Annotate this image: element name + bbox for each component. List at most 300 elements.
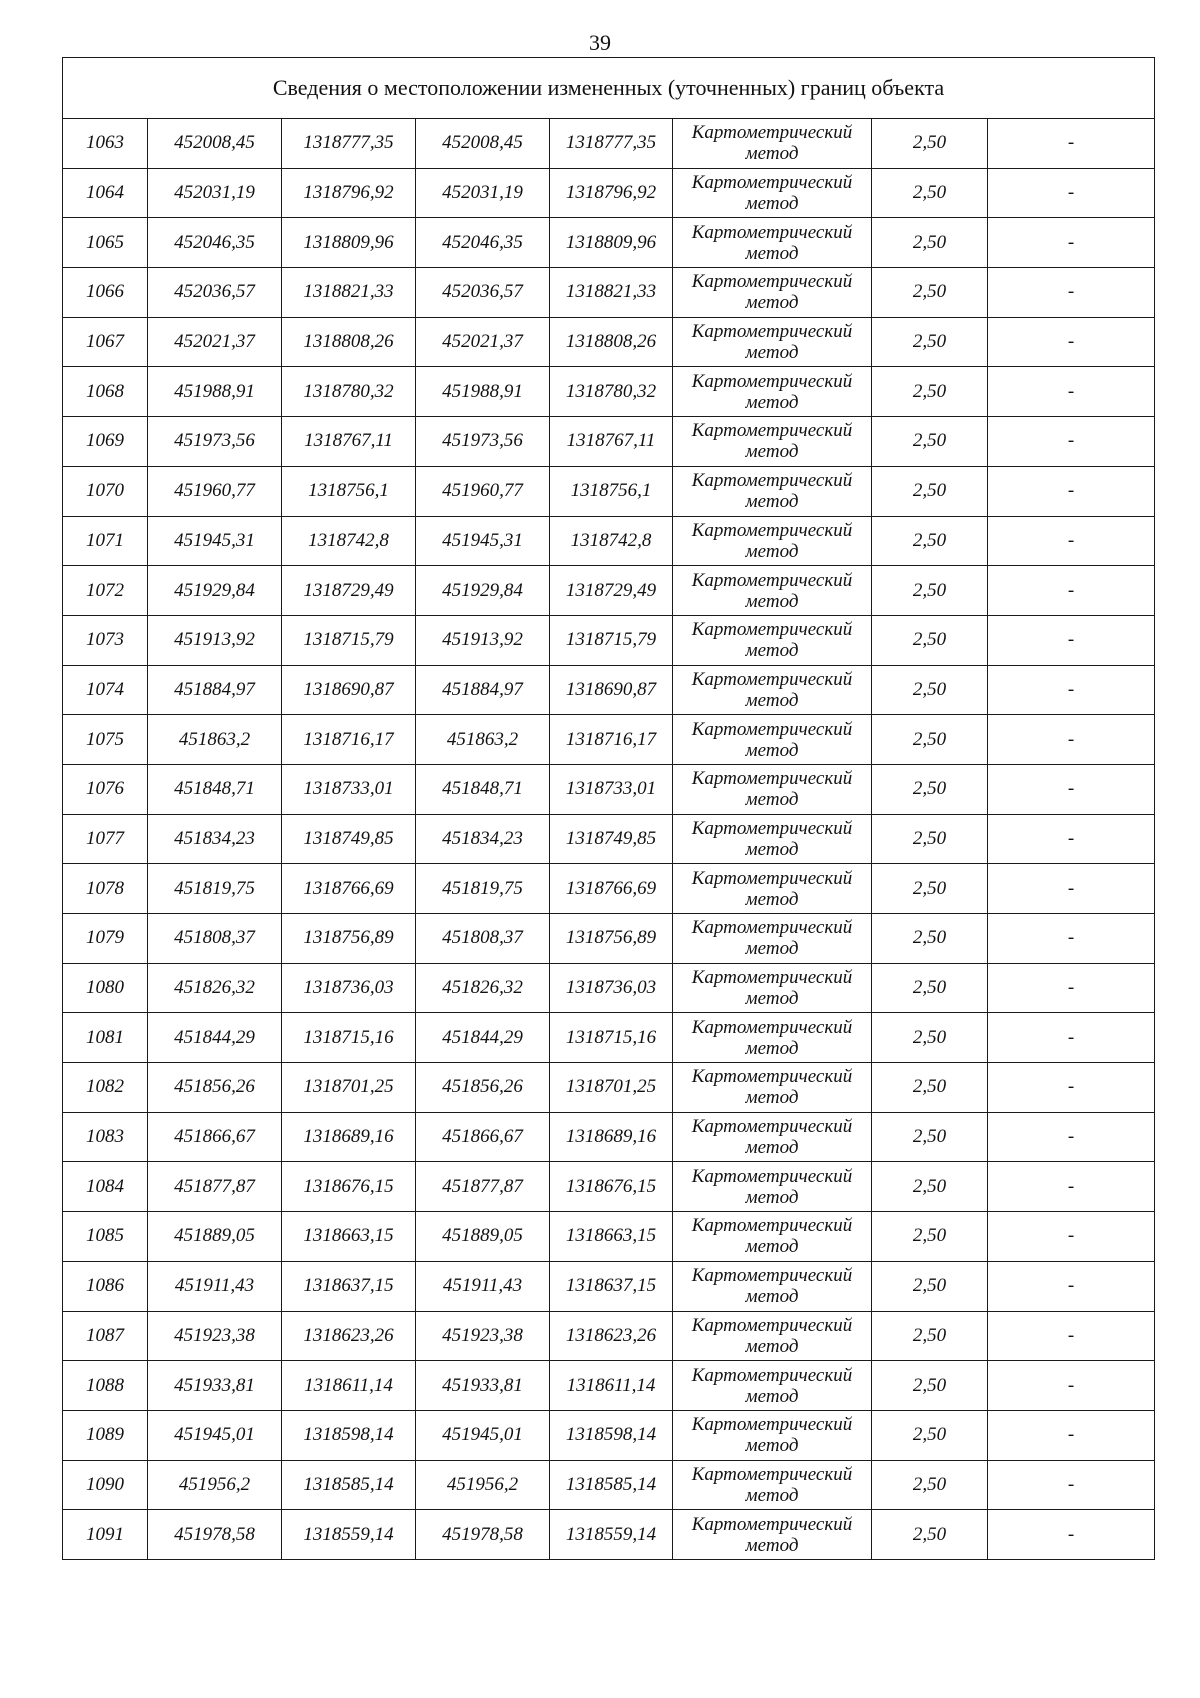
refined-y-cell: 1318729,49 [550,566,673,616]
table-row [63,317,1155,367]
table-row [63,914,1155,964]
refined-y-cell: 1318611,14 [550,1361,673,1411]
method-line-1: Картометрический [691,768,853,790]
existing-y-cell: 1318749,85 [282,814,416,864]
refined-y-cell: 1318689,16 [550,1112,673,1162]
existing-x-cell: 451973,56 [148,417,282,467]
accuracy-cell: 2,50 [872,466,988,516]
refined-x-cell: 451834,23 [416,814,550,864]
method-line-1: Картометрический [691,470,853,492]
note-cell: - [988,417,1155,467]
existing-y-cell: 1318756,89 [282,914,416,964]
existing-x-cell: 451844,29 [148,1013,282,1063]
existing-x-cell: 451960,77 [148,466,282,516]
point-number-cell: 1089 [63,1410,148,1460]
existing-y-cell: 1318663,15 [282,1212,416,1262]
accuracy-cell: 2,50 [872,1361,988,1411]
refined-x-cell: 451877,87 [416,1162,550,1212]
existing-x-cell: 452008,45 [148,119,282,169]
method-line-1: Картометрический [691,867,853,889]
table-row [63,367,1155,417]
refined-y-cell: 1318623,26 [550,1311,673,1361]
method-line-2: метод [745,242,799,264]
existing-y-cell: 1318559,14 [282,1510,416,1560]
method-line-1: Картометрический [691,1265,853,1287]
point-number-cell: 1079 [63,914,148,964]
existing-x-cell: 452021,37 [148,317,282,367]
method-line-2: метод [745,342,799,364]
note-cell: - [988,367,1155,417]
note-cell: - [988,566,1155,616]
method-cell [673,1212,872,1262]
existing-y-cell: 1318715,79 [282,615,416,665]
note-cell: - [988,1460,1155,1510]
existing-y-cell: 1318821,33 [282,268,416,318]
method-line-2: метод [745,789,799,811]
method-line-2: метод [745,1335,799,1357]
existing-y-cell: 1318780,32 [282,367,416,417]
refined-y-cell: 1318715,16 [550,1013,673,1063]
point-number-cell: 1090 [63,1460,148,1510]
existing-x-cell: 451911,43 [148,1261,282,1311]
method-cell [673,665,872,715]
method-line-2: метод [745,938,799,960]
refined-x-cell: 451884,97 [416,665,550,715]
accuracy-cell: 2,50 [872,1162,988,1212]
method-line-2: метод [745,391,799,413]
refined-y-cell: 1318559,14 [550,1510,673,1560]
accuracy-cell: 2,50 [872,1510,988,1560]
refined-x-cell: 452036,57 [416,268,550,318]
refined-y-cell: 1318756,89 [550,914,673,964]
refined-x-cell: 452046,35 [416,218,550,268]
table-row [63,516,1155,566]
method-cell [673,168,872,218]
point-number-cell: 1084 [63,1162,148,1212]
method-cell [673,566,872,616]
note-cell: - [988,615,1155,665]
refined-x-cell: 451913,92 [416,615,550,665]
table-row [63,814,1155,864]
refined-x-cell: 451978,58 [416,1510,550,1560]
refined-x-cell: 451933,81 [416,1361,550,1411]
refined-y-cell: 1318809,96 [550,218,673,268]
accuracy-cell: 2,50 [872,1013,988,1063]
accuracy-cell: 2,50 [872,218,988,268]
refined-y-cell: 1318637,15 [550,1261,673,1311]
refined-y-cell: 1318777,35 [550,119,673,169]
table-row [63,764,1155,814]
point-number-cell: 1074 [63,665,148,715]
existing-x-cell: 451956,2 [148,1460,282,1510]
existing-x-cell: 451945,01 [148,1410,282,1460]
method-line-1: Картометрический [691,271,853,293]
method-cell [673,417,872,467]
accuracy-cell: 2,50 [872,864,988,914]
refined-x-cell: 451945,01 [416,1410,550,1460]
existing-y-cell: 1318809,96 [282,218,416,268]
accuracy-cell: 2,50 [872,1311,988,1361]
table-row [63,168,1155,218]
method-line-2: метод [745,590,799,612]
method-cell [673,1361,872,1411]
existing-y-cell: 1318767,11 [282,417,416,467]
existing-x-cell: 451945,31 [148,516,282,566]
refined-x-cell: 451956,2 [416,1460,550,1510]
method-line-1: Картометрический [691,1414,853,1436]
accuracy-cell: 2,50 [872,317,988,367]
note-cell: - [988,715,1155,765]
existing-x-cell: 451884,97 [148,665,282,715]
note-cell: - [988,1063,1155,1113]
refined-y-cell: 1318796,92 [550,168,673,218]
refined-x-cell: 452031,19 [416,168,550,218]
method-line-2: метод [745,1037,799,1059]
method-line-1: Картометрический [691,1463,853,1485]
method-line-2: метод [745,1087,799,1109]
refined-x-cell: 451844,29 [416,1013,550,1063]
method-cell [673,1013,872,1063]
method-line-2: метод [745,491,799,513]
note-cell: - [988,168,1155,218]
existing-x-cell: 451923,38 [148,1311,282,1361]
existing-x-cell: 451978,58 [148,1510,282,1560]
accuracy-cell: 2,50 [872,665,988,715]
method-line-1: Картометрический [691,221,853,243]
existing-x-cell: 451877,87 [148,1162,282,1212]
method-line-2: метод [745,689,799,711]
existing-y-cell: 1318715,16 [282,1013,416,1063]
note-cell: - [988,963,1155,1013]
note-cell: - [988,864,1155,914]
refined-y-cell: 1318756,1 [550,466,673,516]
table-row [63,1361,1155,1411]
note-cell: - [988,317,1155,367]
method-line-1: Картометрический [691,1314,853,1336]
method-cell [673,1261,872,1311]
existing-x-cell: 451856,26 [148,1063,282,1113]
method-line-1: Картометрический [691,619,853,641]
table-row [63,963,1155,1013]
method-line-2: метод [745,1236,799,1258]
existing-y-cell: 1318796,92 [282,168,416,218]
method-cell [673,119,872,169]
method-cell [673,268,872,318]
method-line-2: метод [745,1286,799,1308]
point-number-cell: 1063 [63,119,148,169]
existing-y-cell: 1318676,15 [282,1162,416,1212]
refined-y-cell: 1318585,14 [550,1460,673,1510]
existing-y-cell: 1318598,14 [282,1410,416,1460]
refined-x-cell: 451808,37 [416,914,550,964]
note-cell: - [988,814,1155,864]
method-line-1: Картометрический [691,668,853,690]
note-cell: - [988,665,1155,715]
accuracy-cell: 2,50 [872,615,988,665]
point-number-cell: 1077 [63,814,148,864]
method-line-2: метод [745,1137,799,1159]
method-cell [673,1460,872,1510]
refined-y-cell: 1318715,79 [550,615,673,665]
note-cell: - [988,218,1155,268]
refined-y-cell: 1318766,69 [550,864,673,914]
point-number-cell: 1069 [63,417,148,467]
table-row [63,566,1155,616]
page-number: 39 [589,30,611,55]
refined-y-cell: 1318742,8 [550,516,673,566]
method-line-1: Картометрический [691,370,853,392]
existing-x-cell: 452031,19 [148,168,282,218]
table-row [63,119,1155,169]
note-cell: - [988,119,1155,169]
point-number-cell: 1072 [63,566,148,616]
method-line-1: Картометрический [691,1215,853,1237]
existing-y-cell: 1318637,15 [282,1261,416,1311]
refined-x-cell: 451929,84 [416,566,550,616]
accuracy-cell: 2,50 [872,814,988,864]
point-number-cell: 1070 [63,466,148,516]
table-row [63,466,1155,516]
accuracy-cell: 2,50 [872,914,988,964]
existing-y-cell: 1318690,87 [282,665,416,715]
accuracy-cell: 2,50 [872,1410,988,1460]
refined-x-cell: 451923,38 [416,1311,550,1361]
method-cell [673,864,872,914]
method-cell [673,1311,872,1361]
refined-x-cell: 451856,26 [416,1063,550,1113]
existing-x-cell: 451988,91 [148,367,282,417]
method-line-1: Картометрический [691,1364,853,1386]
table-row [63,864,1155,914]
point-number-cell: 1076 [63,764,148,814]
method-line-2: метод [745,640,799,662]
method-line-2: метод [745,1385,799,1407]
table-row [63,1112,1155,1162]
method-line-1: Картометрический [691,569,853,591]
existing-x-cell: 451913,92 [148,615,282,665]
existing-y-cell: 1318585,14 [282,1460,416,1510]
table-row [63,1510,1155,1560]
table-row [63,1410,1155,1460]
refined-y-cell: 1318690,87 [550,665,673,715]
method-line-1: Картометрический [691,1016,853,1038]
point-number-cell: 1066 [63,268,148,318]
refined-y-cell: 1318663,15 [550,1212,673,1262]
method-line-2: метод [745,838,799,860]
existing-x-cell: 451834,23 [148,814,282,864]
refined-x-cell: 451826,32 [416,963,550,1013]
note-cell: - [988,1311,1155,1361]
refined-x-cell: 451960,77 [416,466,550,516]
refined-y-cell: 1318701,25 [550,1063,673,1113]
accuracy-cell: 2,50 [872,764,988,814]
point-number-cell: 1068 [63,367,148,417]
existing-y-cell: 1318716,17 [282,715,416,765]
existing-x-cell: 451929,84 [148,566,282,616]
point-number-cell: 1091 [63,1510,148,1560]
method-line-2: метод [745,143,799,165]
refined-x-cell: 451911,43 [416,1261,550,1311]
method-cell [673,1112,872,1162]
note-cell: - [988,516,1155,566]
table-body [63,58,1155,1560]
refined-y-cell: 1318736,03 [550,963,673,1013]
point-number-cell: 1085 [63,1212,148,1262]
accuracy-cell: 2,50 [872,1460,988,1510]
table-row [63,1261,1155,1311]
point-number-cell: 1086 [63,1261,148,1311]
boundary-coordinates-table [62,57,1155,1560]
table-row [63,1311,1155,1361]
refined-x-cell: 451863,2 [416,715,550,765]
existing-x-cell: 451863,2 [148,715,282,765]
note-cell: - [988,1410,1155,1460]
table-row [63,218,1155,268]
accuracy-cell: 2,50 [872,715,988,765]
table-row [63,1162,1155,1212]
point-number-cell: 1067 [63,317,148,367]
refined-y-cell: 1318780,32 [550,367,673,417]
existing-x-cell: 451933,81 [148,1361,282,1411]
accuracy-cell: 2,50 [872,367,988,417]
note-cell: - [988,1510,1155,1560]
refined-x-cell: 451889,05 [416,1212,550,1262]
refined-y-cell: 1318821,33 [550,268,673,318]
method-line-2: метод [745,739,799,761]
refined-y-cell: 1318749,85 [550,814,673,864]
method-cell [673,1410,872,1460]
note-cell: - [988,1112,1155,1162]
method-cell [673,466,872,516]
refined-x-cell: 451866,67 [416,1112,550,1162]
method-line-1: Картометрический [691,1513,853,1535]
accuracy-cell: 2,50 [872,1261,988,1311]
point-number-cell: 1065 [63,218,148,268]
method-line-2: метод [745,988,799,1010]
existing-x-cell: 452036,57 [148,268,282,318]
existing-y-cell: 1318611,14 [282,1361,416,1411]
table-title-row [63,58,1155,119]
refined-x-cell: 451848,71 [416,764,550,814]
table-row [63,715,1155,765]
table-row [63,268,1155,318]
method-cell [673,914,872,964]
existing-x-cell: 451889,05 [148,1212,282,1262]
method-line-2: метод [745,441,799,463]
refined-x-cell: 451988,91 [416,367,550,417]
point-number-cell: 1064 [63,168,148,218]
accuracy-cell: 2,50 [872,963,988,1013]
refined-y-cell: 1318716,17 [550,715,673,765]
method-line-2: метод [745,1186,799,1208]
refined-y-cell: 1318767,11 [550,417,673,467]
refined-x-cell: 451973,56 [416,417,550,467]
method-line-2: метод [745,540,799,562]
method-cell [673,764,872,814]
existing-y-cell: 1318808,26 [282,317,416,367]
accuracy-cell: 2,50 [872,1212,988,1262]
method-line-1: Картометрический [691,1165,853,1187]
existing-y-cell: 1318777,35 [282,119,416,169]
existing-y-cell: 1318756,1 [282,466,416,516]
method-line-1: Картометрический [691,817,853,839]
accuracy-cell: 2,50 [872,268,988,318]
method-line-2: метод [745,1435,799,1457]
existing-x-cell: 451819,75 [148,864,282,914]
note-cell: - [988,764,1155,814]
method-line-2: метод [745,292,799,314]
method-line-1: Картометрический [691,1066,853,1088]
point-number-cell: 1087 [63,1311,148,1361]
method-line-1: Картометрический [691,321,853,343]
point-number-cell: 1071 [63,516,148,566]
note-cell: - [988,914,1155,964]
method-cell [673,1063,872,1113]
point-number-cell: 1075 [63,715,148,765]
table-title: Сведения о местоположении измененных (уточненных) границ объекта [63,58,1155,119]
accuracy-cell: 2,50 [872,168,988,218]
table-row [63,615,1155,665]
method-line-2: метод [745,193,799,215]
existing-y-cell: 1318766,69 [282,864,416,914]
accuracy-cell: 2,50 [872,566,988,616]
table-row [63,1460,1155,1510]
existing-y-cell: 1318733,01 [282,764,416,814]
existing-y-cell: 1318701,25 [282,1063,416,1113]
method-line-1: Картометрический [691,967,853,989]
method-cell [673,615,872,665]
method-line-1: Картометрический [691,122,853,144]
existing-x-cell: 452046,35 [148,218,282,268]
method-cell [673,516,872,566]
point-number-cell: 1080 [63,963,148,1013]
method-cell [673,1510,872,1560]
existing-y-cell: 1318689,16 [282,1112,416,1162]
existing-x-cell: 451826,32 [148,963,282,1013]
accuracy-cell: 2,50 [872,1063,988,1113]
existing-x-cell: 451848,71 [148,764,282,814]
note-cell: - [988,268,1155,318]
method-line-2: метод [745,1484,799,1506]
method-line-2: метод [745,888,799,910]
refined-x-cell: 452021,37 [416,317,550,367]
refined-y-cell: 1318676,15 [550,1162,673,1212]
method-cell [673,317,872,367]
refined-y-cell: 1318733,01 [550,764,673,814]
refined-y-cell: 1318598,14 [550,1410,673,1460]
note-cell: - [988,1162,1155,1212]
method-line-1: Картометрический [691,1116,853,1138]
refined-x-cell: 451819,75 [416,864,550,914]
accuracy-cell: 2,50 [872,516,988,566]
method-cell [673,218,872,268]
method-line-1: Картометрический [691,519,853,541]
existing-x-cell: 451866,67 [148,1112,282,1162]
method-cell [673,963,872,1013]
table-row [63,665,1155,715]
table-row [63,1212,1155,1262]
method-line-1: Картометрический [691,917,853,939]
table-row [63,1063,1155,1113]
note-cell: - [988,1361,1155,1411]
existing-y-cell: 1318729,49 [282,566,416,616]
existing-y-cell: 1318623,26 [282,1311,416,1361]
existing-y-cell: 1318736,03 [282,963,416,1013]
table-row [63,1013,1155,1063]
method-line-1: Картометрический [691,420,853,442]
method-cell [673,715,872,765]
method-cell [673,367,872,417]
